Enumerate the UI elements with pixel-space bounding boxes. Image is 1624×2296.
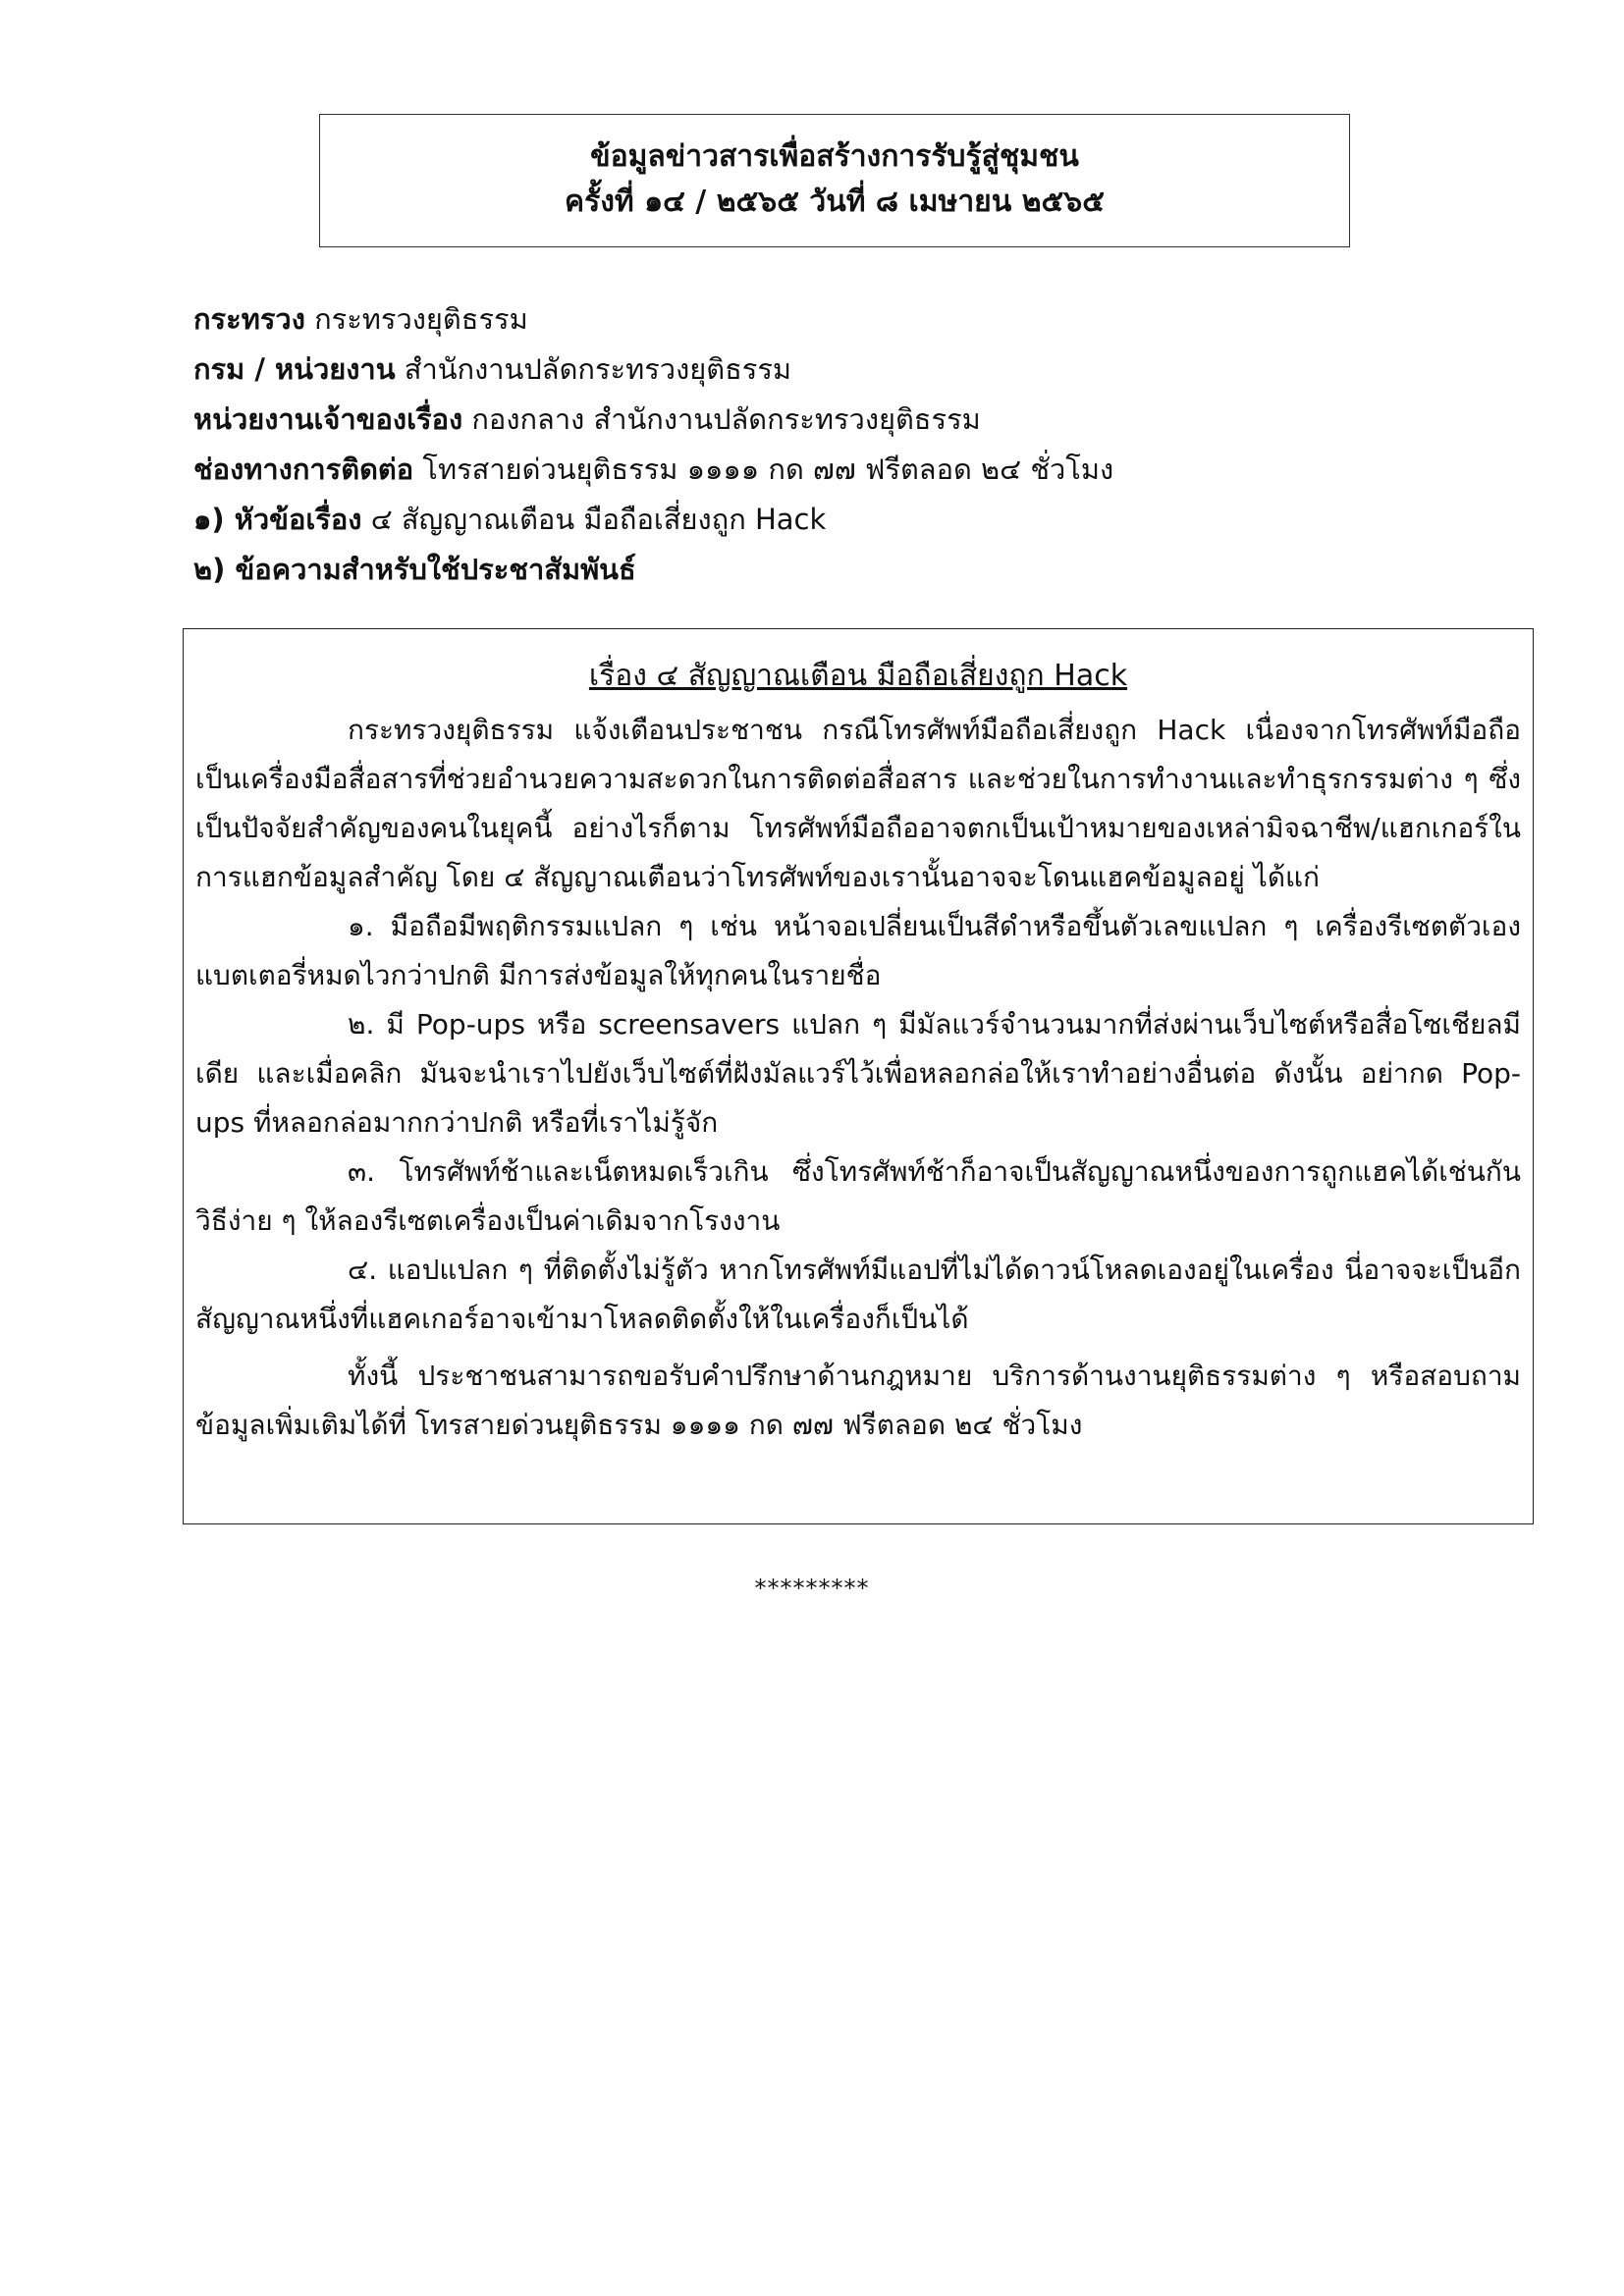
- announcement-box: [183, 628, 1534, 1524]
- owner-row: [193, 395, 1470, 445]
- intro-text: กระทรวงยุติธรรม แจ้งเตือนประชาชน กรณีโทรศัพท์มือถือเสี่ยงถูก Hack เนื่องจากโทรศัพท์มือถือเป็นเครื่องมือสื่อสารที่ช่วยอำนวยความสะดวกในการติดต่อสื่อสาร และช่วยในการทำงานและทำธุรกรรมต่าง ๆ ซึ่งเป็นปัจจัยสำคัญของคนในยุคนี้ อย่างไรก็ตาม โทรศัพท์มือถืออาจตกเป็นเป้าหมายของเหล่ามิจฉาชีพ/แฮกเกอร์ในการแฮกข้อมูลสำคัญ โดย ๔ สัญญาณเตือนว่าโทรศัพท์ของเรานั้นอาจจะโดนแฮคข้อมูลอยู่ ได้แก่: [195, 714, 1521, 893]
- department-label: กรม / หน่วยงาน: [193, 352, 396, 386]
- ministry-value: กระทรวงยุติธรรม: [314, 302, 528, 336]
- closing-text: ทั้งนี้ ประชาชนสามารถขอรับคำปรึกษาด้านกฎหมาย บริการด้านงานยุติธรรมต่าง ๆ หรือสอบถามข้อมูลเพิ่มเติมได้ที่ โทรสายด่วนยุติธรรม ๑๑๑๑ กด ๗๗ ฟรีตลอด ๒๔ ชั่วโมง: [195, 1360, 1521, 1441]
- warning-item-1: ๑. มือถือมีพฤติกรรมแปลก ๆ เช่น หน้าจอเปลี่ยนเป็นสีดำหรือขึ้นตัวเลขแปลก ๆ เครื่องรีเซตตัวเอง แบตเตอรี่หมดไวกว่าปกติ มีการส่งข้อมูลให้ทุกคนในรายชื่อ: [195, 910, 1521, 991]
- announcement-title-wrap: [195, 653, 1521, 700]
- owner-value: กองกลาง สำนักงานปลัดกระทรวงยุติธรรม: [471, 402, 981, 436]
- list-item: [195, 1000, 1521, 1148]
- warning-item-2: ๒. มี Pop-ups หรือ screensavers แปลก ๆ มีมัลแวร์จำนวนมากที่ส่งผ่านเว็บไซต์หรือสื่อโซเชียลมีเดีย และเมื่อคลิก มันจะนำเราไปยังเว็บไซต์ที่ฝังมัลแวร์ไว้เพื่อหลอกล่อให้เราทำอย่างอื่นต่อ ดังนั้น อย่ากด Pop-ups ที่หลอกล่อมากกว่าปกติ หรือที่เราไม่รู้จัก: [195, 1008, 1521, 1139]
- contact-value: โทรสายด่วนยุติธรรม ๑๑๑๑ กด ๗๗ ฟรีตลอด ๒๔ ชั่วโมง: [422, 453, 1114, 486]
- warning-item-4: ๔. แอปแปลก ๆ ที่ติดตั้งไม่รู้ตัว หากโทรศัพท์มีแอปที่ไม่ได้ดาวน์โหลดเองอยู่ในเครื่อง นี่อาจจะเป็นอีกสัญญาณหนึ่งที่แฮคเกอร์อาจเข้ามาโหลดติดตั้งให้ในเครื่องก็เป็นได้: [195, 1254, 1521, 1335]
- contact-label: ช่องทางการติดต่อ: [193, 453, 414, 486]
- department-row: [193, 345, 1470, 395]
- intro-paragraph: [195, 706, 1521, 902]
- topic-value: ๔ สัญญาณเตือน มือถือเสี่ยงถูก Hack: [370, 503, 827, 536]
- list-item: [195, 902, 1521, 1000]
- topic-row: [193, 495, 1470, 545]
- list-item: [195, 1148, 1521, 1246]
- closing-paragraph: [195, 1352, 1521, 1450]
- document-title: ข้อมูลข่าวสารเพื่อสร้างการรับรู้สู่ชุมชน: [590, 139, 1079, 174]
- ministry-row: [193, 294, 1470, 345]
- message-label: ๒) ข้อความสำหรับใช้ประชาสัมพันธ์: [193, 553, 636, 586]
- contact-row: [193, 445, 1470, 495]
- document-metadata: [193, 294, 1470, 595]
- topic-label: ๑) หัวข้อเรื่อง: [193, 503, 362, 536]
- ministry-label: กระทรวง: [193, 302, 305, 336]
- department-value: สำนักงานปลัดกระทรวงยุติธรรม: [404, 352, 792, 386]
- end-separator: *********: [754, 1575, 870, 1602]
- document-issue-line: ครั้งที่ ๑๔ / ๒๕๖๕ วันที่ ๘ เมษายน ๒๕๖๕: [565, 185, 1105, 219]
- document-header-box: [319, 114, 1350, 247]
- list-item: [195, 1246, 1521, 1344]
- warning-item-3: ๓. โทรศัพท์ช้าและเน็ตหมดเร็วเกิน ซึ่งโทรศัพท์ช้าก็อาจเป็นสัญญาณหนึ่งของการถูกแฮคได้เช่นกัน วิธีง่าย ๆ ให้ลองรีเซตเครื่องเป็นค่าเดิมจากโรงงาน: [195, 1155, 1521, 1237]
- message-row: [193, 545, 1470, 595]
- announcement-title: เรื่อง ๔ สัญญาณเตือน มือถือเสี่ยงถูก Hack: [588, 659, 1128, 693]
- owner-label: หน่วยงานเจ้าของเรื่อง: [193, 402, 463, 436]
